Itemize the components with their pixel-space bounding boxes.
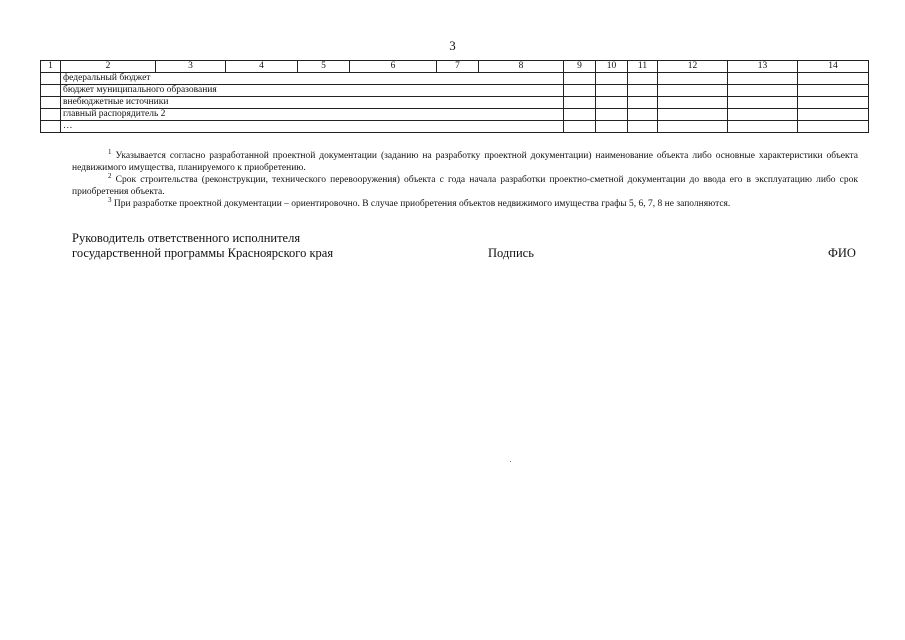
page-number: 3 — [449, 38, 456, 53]
column-header: 2 — [61, 61, 156, 73]
footnote-mark: 1 — [108, 147, 112, 156]
table-row — [41, 85, 869, 97]
table-row — [41, 73, 869, 85]
column-header: 5 — [298, 61, 350, 73]
column-header: 8 — [479, 61, 564, 73]
footnote-mark: 3 — [108, 195, 112, 204]
program-table — [40, 60, 869, 133]
table-row — [41, 109, 869, 121]
column-header: 6 — [350, 61, 437, 73]
name-label: ФИО — [828, 246, 856, 260]
column-header: 10 — [596, 61, 628, 73]
footnote — [72, 147, 858, 174]
signature-label: Подпись — [488, 246, 534, 260]
table-row — [41, 121, 869, 133]
footnotes — [72, 147, 858, 210]
column-header: 14 — [798, 61, 869, 73]
column-header: 3 — [156, 61, 226, 73]
signature-position — [72, 231, 333, 261]
row-label: федеральный бюджет — [61, 73, 564, 85]
table-header-row — [41, 61, 869, 73]
table-row — [41, 97, 869, 109]
position-line-1: Руководитель ответственного исполнителя — [72, 231, 301, 245]
column-header: 7 — [437, 61, 479, 73]
footnote — [72, 171, 858, 198]
column-header: 1 — [41, 61, 61, 73]
footnote-text: Срок строительства (реконструкции, технического перевооружения) объекта с года начала разработки проектно-сметной документации до ввода его в эксплуатацию либо срок приобретения объекта. — [72, 175, 858, 197]
column-header: 4 — [226, 61, 298, 73]
row-label: … — [61, 121, 564, 133]
row-label: внебюджетные источники — [61, 97, 564, 109]
column-header: 13 — [728, 61, 798, 73]
row-label: главный распорядитель 2 — [61, 109, 564, 121]
position-line-2: государственной программы Красноярского края — [72, 246, 334, 260]
footnote-text: При разработке проектной документации – ориентировочно. В случае приобретения объектов недвижимого имущества графы 5, 6, 7, 8 не заполняются. — [113, 199, 731, 209]
column-header: 12 — [658, 61, 728, 73]
column-header: 9 — [564, 61, 596, 73]
row-label: бюджет муниципального образования — [61, 85, 564, 97]
column-header: 11 — [628, 61, 658, 73]
scan-speck — [510, 461, 511, 462]
footnote-mark: 2 — [108, 171, 112, 180]
footnote — [72, 195, 858, 210]
footnote-text: Указывается согласно разработанной проектной документации (заданию на разработку проектной документации) наименование объекта либо основные характеристики объекта недвижимого имущества, планируемого к приобретению. — [72, 151, 858, 173]
